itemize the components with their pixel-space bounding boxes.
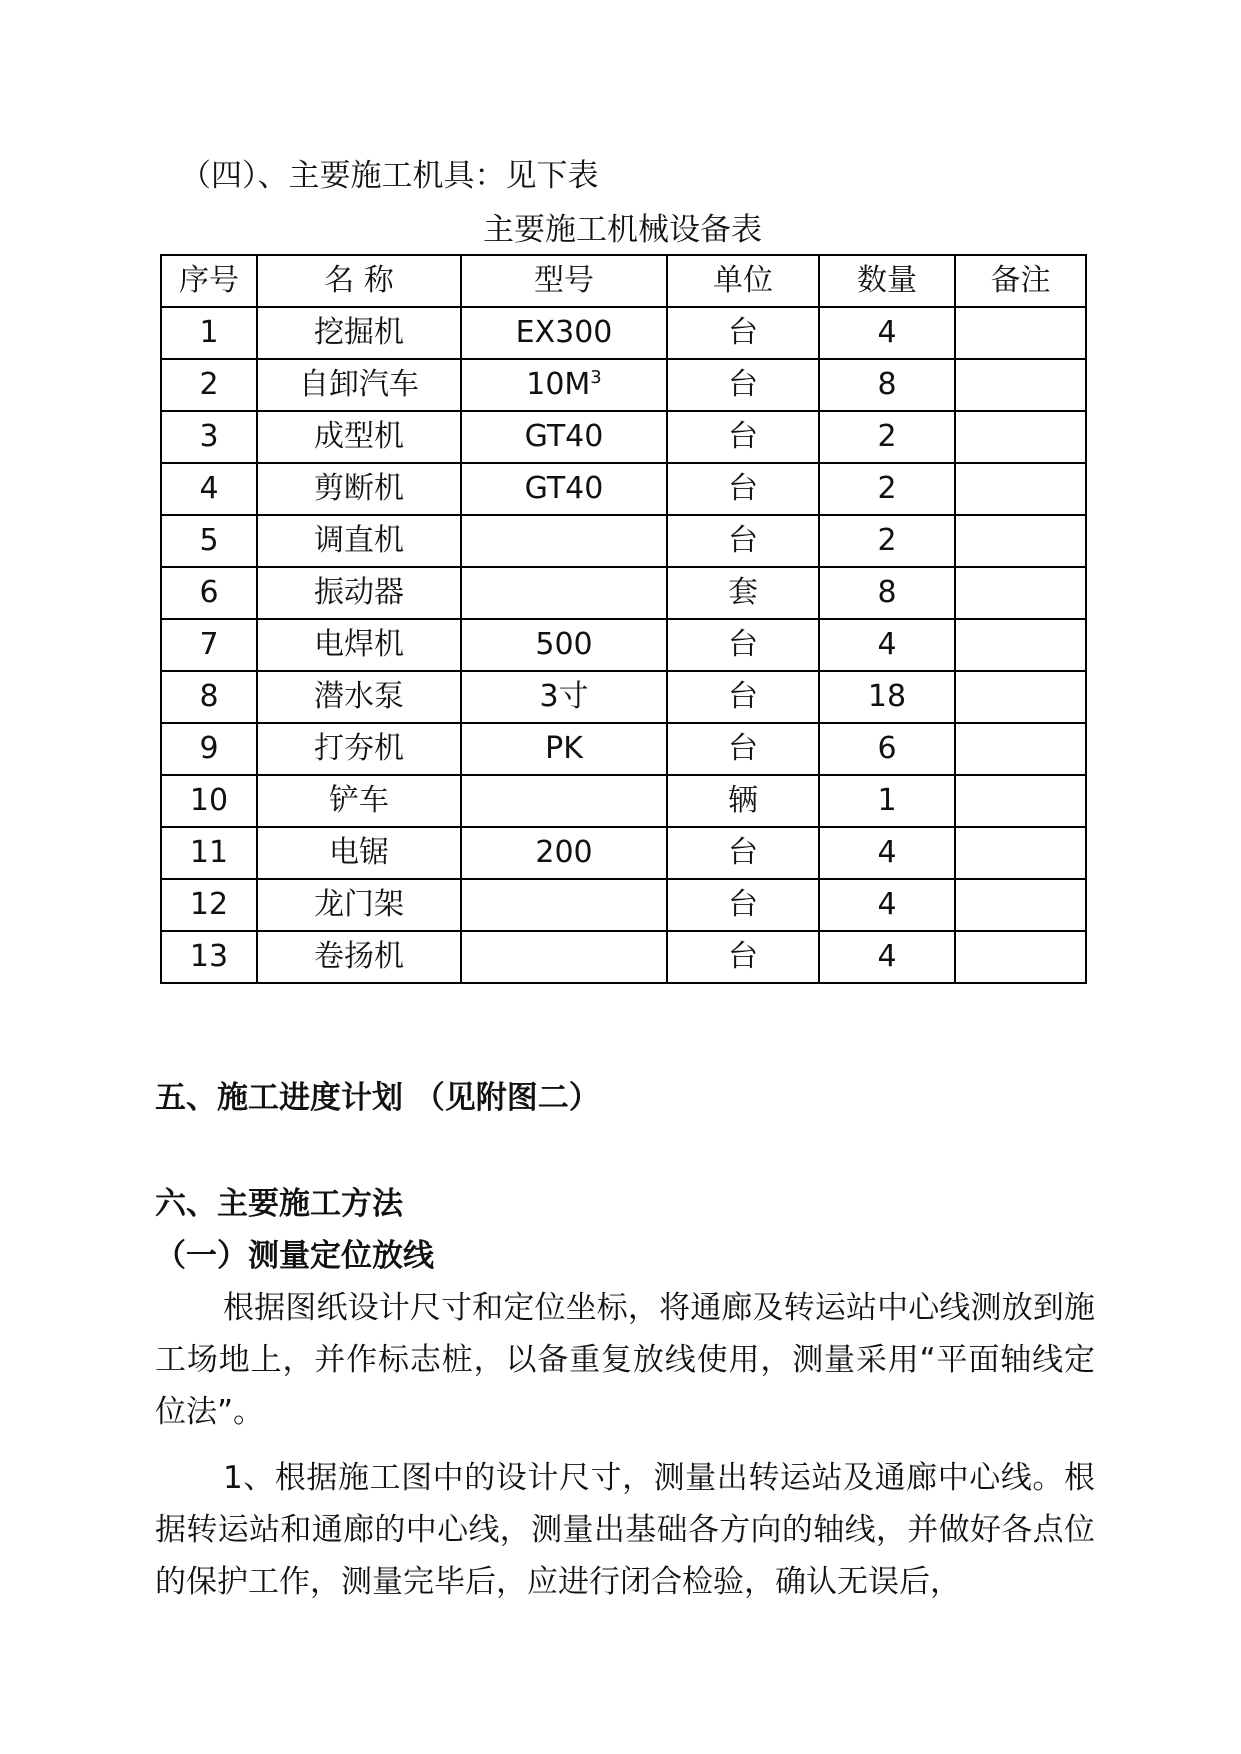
cell-model-superscript: 3 (590, 367, 602, 388)
cell-no-text: 13 (189, 939, 229, 974)
cell-name-text: 成型机 (314, 419, 404, 454)
cell-name (257, 463, 461, 515)
cell-qty-text: 4 (877, 315, 897, 350)
cell-name (257, 307, 461, 359)
cell-no (161, 515, 257, 567)
cell-model-text: GT40 (524, 471, 604, 506)
cell-name-text: 挖掘机 (314, 315, 404, 350)
cell-model (461, 827, 667, 879)
cell-no (161, 671, 257, 723)
cell-model-text: 200 (535, 835, 593, 870)
cell-qty-text: 8 (877, 367, 897, 402)
cell-unit-text: 台 (728, 367, 758, 402)
cell-qty-text: 2 (877, 419, 897, 454)
cell-model-text: PK (545, 731, 583, 766)
cell-unit (667, 515, 819, 567)
header-model: 型号 (461, 255, 667, 307)
cell-no (161, 827, 257, 879)
table-row (161, 463, 1086, 515)
cell-note (955, 359, 1086, 411)
cell-name-text: 潜水泵 (314, 679, 404, 714)
cell-name (257, 515, 461, 567)
cell-unit-text: 台 (728, 627, 758, 662)
cell-no-text: 5 (199, 523, 219, 558)
cell-qty-text: 4 (877, 627, 897, 662)
cell-model (461, 567, 667, 619)
header-no: 序号 (161, 255, 257, 307)
table-row (161, 879, 1086, 931)
cell-no-text: 6 (199, 575, 219, 610)
header-qty: 数量 (819, 255, 955, 307)
cell-qty (819, 359, 955, 411)
cell-note (955, 515, 1086, 567)
cell-unit (667, 671, 819, 723)
paragraph-survey-intro: 根据图纸设计尺寸和定位坐标，将通廊及转运站中心线测放到施工场地上，并作标志桩，以备重复放线使用，测量采用“平面轴线定位法”。 (155, 1290, 1095, 1430)
cell-name (257, 411, 461, 463)
cell-qty-text: 2 (877, 523, 897, 558)
cell-qty (819, 827, 955, 879)
cell-no-text: 10 (189, 783, 229, 818)
table-row (161, 775, 1086, 827)
table-title: 主要施工机械设备表 (483, 212, 762, 248)
table-row (161, 671, 1086, 723)
cell-qty (819, 515, 955, 567)
cell-name (257, 827, 461, 879)
cell-qty-text: 18 (867, 679, 907, 714)
cell-model-text: 10M (526, 367, 591, 402)
cell-no (161, 463, 257, 515)
cell-qty (819, 931, 955, 983)
cell-no-text: 11 (189, 835, 229, 870)
cell-no (161, 775, 257, 827)
cell-name-text: 铲车 (329, 783, 389, 818)
cell-model (461, 307, 667, 359)
table-row (161, 359, 1086, 411)
table-row (161, 723, 1086, 775)
cell-no (161, 567, 257, 619)
cell-unit-text: 台 (728, 523, 758, 558)
table-row (161, 307, 1086, 359)
cell-model-text: EX300 (515, 315, 613, 350)
cell-no-text: 2 (199, 367, 219, 402)
cell-name (257, 671, 461, 723)
cell-note (955, 671, 1086, 723)
cell-note (955, 619, 1086, 671)
cell-name-text: 振动器 (314, 575, 404, 610)
cell-qty (819, 879, 955, 931)
cell-model (461, 359, 667, 411)
cell-unit (667, 411, 819, 463)
cell-no (161, 879, 257, 931)
cell-name (257, 775, 461, 827)
cell-model (461, 619, 667, 671)
table-row (161, 567, 1086, 619)
cell-model (461, 775, 667, 827)
cell-qty (819, 463, 955, 515)
cell-model (461, 723, 667, 775)
table-row (161, 827, 1086, 879)
cell-name-text: 龙门架 (314, 887, 404, 922)
cell-model-text: 500 (535, 627, 593, 662)
section-heading-schedule: 五、施工进度计划 （见附图二） (155, 1080, 600, 1116)
cell-unit (667, 567, 819, 619)
cell-note (955, 775, 1086, 827)
cell-qty (819, 567, 955, 619)
cell-unit (667, 827, 819, 879)
cell-qty-text: 2 (877, 471, 897, 506)
cell-note (955, 931, 1086, 983)
cell-note (955, 879, 1086, 931)
table-row (161, 411, 1086, 463)
cell-name-text: 打夯机 (314, 731, 404, 766)
header-name: 名 称 (257, 255, 461, 307)
cell-no-text: 1 (199, 315, 219, 350)
cell-name-text: 卷扬机 (314, 939, 404, 974)
equipment-table (160, 254, 1087, 984)
cell-name-text: 电锯 (329, 835, 389, 870)
section-heading-methods: 六、主要施工方法 (155, 1186, 403, 1222)
cell-qty-text: 4 (877, 835, 897, 870)
cell-no-text: 4 (199, 471, 219, 506)
cell-model (461, 931, 667, 983)
cell-name (257, 567, 461, 619)
cell-unit (667, 307, 819, 359)
cell-model (461, 671, 667, 723)
cell-qty (819, 619, 955, 671)
cell-model (461, 463, 667, 515)
table-row (161, 515, 1086, 567)
cell-qty (819, 307, 955, 359)
cell-qty-text: 4 (877, 887, 897, 922)
cell-qty-text: 6 (877, 731, 897, 766)
cell-name-text: 调直机 (314, 523, 404, 558)
cell-no (161, 619, 257, 671)
cell-no (161, 411, 257, 463)
cell-unit (667, 619, 819, 671)
cell-unit-text: 台 (728, 679, 758, 714)
cell-unit (667, 463, 819, 515)
cell-model-text: 3寸 (539, 679, 589, 714)
cell-qty-text: 1 (877, 783, 897, 818)
cell-no-text: 9 (199, 731, 219, 766)
cell-no-text: 3 (199, 419, 219, 454)
cell-note (955, 567, 1086, 619)
subsection-heading-machinery: （四）、主要施工机具：见下表 (180, 158, 599, 194)
table-row (161, 619, 1086, 671)
cell-name (257, 359, 461, 411)
cell-unit-text: 台 (728, 887, 758, 922)
cell-name-text: 自卸汽车 (299, 367, 419, 402)
cell-unit-text: 台 (728, 731, 758, 766)
cell-qty-text: 8 (877, 575, 897, 610)
cell-name (257, 619, 461, 671)
header-unit: 单位 (667, 255, 819, 307)
table-row (161, 931, 1086, 983)
cell-note (955, 411, 1086, 463)
cell-note (955, 307, 1086, 359)
cell-name-text: 剪断机 (314, 471, 404, 506)
cell-qty (819, 775, 955, 827)
cell-unit (667, 775, 819, 827)
cell-name (257, 723, 461, 775)
cell-model (461, 411, 667, 463)
cell-qty-text: 4 (877, 939, 897, 974)
header-note: 备注 (955, 255, 1086, 307)
cell-unit-text: 台 (728, 835, 758, 870)
table-header-row (161, 255, 1086, 307)
paragraph-survey-step-1: 1、根据施工图中的设计尺寸，测量出转运站及通廊中心线。根据转运站和通廊的中心线，测量出基础各方向的轴线，并做好各点位的保护工作，测量完毕后，应进行闭合检验，确认无误后， (155, 1460, 1095, 1600)
cell-model (461, 879, 667, 931)
table-body (161, 307, 1086, 983)
cell-unit-text: 台 (728, 419, 758, 454)
cell-no (161, 307, 257, 359)
cell-name (257, 879, 461, 931)
cell-note (955, 463, 1086, 515)
cell-qty (819, 671, 955, 723)
cell-note (955, 827, 1086, 879)
cell-unit (667, 359, 819, 411)
cell-unit-text: 辆 (728, 783, 758, 818)
cell-model-text: GT40 (524, 419, 604, 454)
cell-name (257, 931, 461, 983)
cell-no-text: 7 (199, 627, 219, 662)
cell-unit-text: 台 (728, 939, 758, 974)
cell-qty (819, 411, 955, 463)
cell-unit (667, 931, 819, 983)
cell-note (955, 723, 1086, 775)
cell-no (161, 723, 257, 775)
cell-unit-text: 套 (728, 575, 758, 610)
cell-no (161, 931, 257, 983)
cell-no (161, 359, 257, 411)
cell-no-text: 8 (199, 679, 219, 714)
cell-unit-text: 台 (728, 471, 758, 506)
cell-unit (667, 723, 819, 775)
cell-name-text: 电焊机 (314, 627, 404, 662)
cell-no-text: 12 (189, 887, 229, 922)
cell-qty (819, 723, 955, 775)
cell-unit-text: 台 (728, 315, 758, 350)
cell-unit (667, 879, 819, 931)
cell-model (461, 515, 667, 567)
subsection-heading-survey: （一）测量定位放线 (155, 1238, 434, 1274)
